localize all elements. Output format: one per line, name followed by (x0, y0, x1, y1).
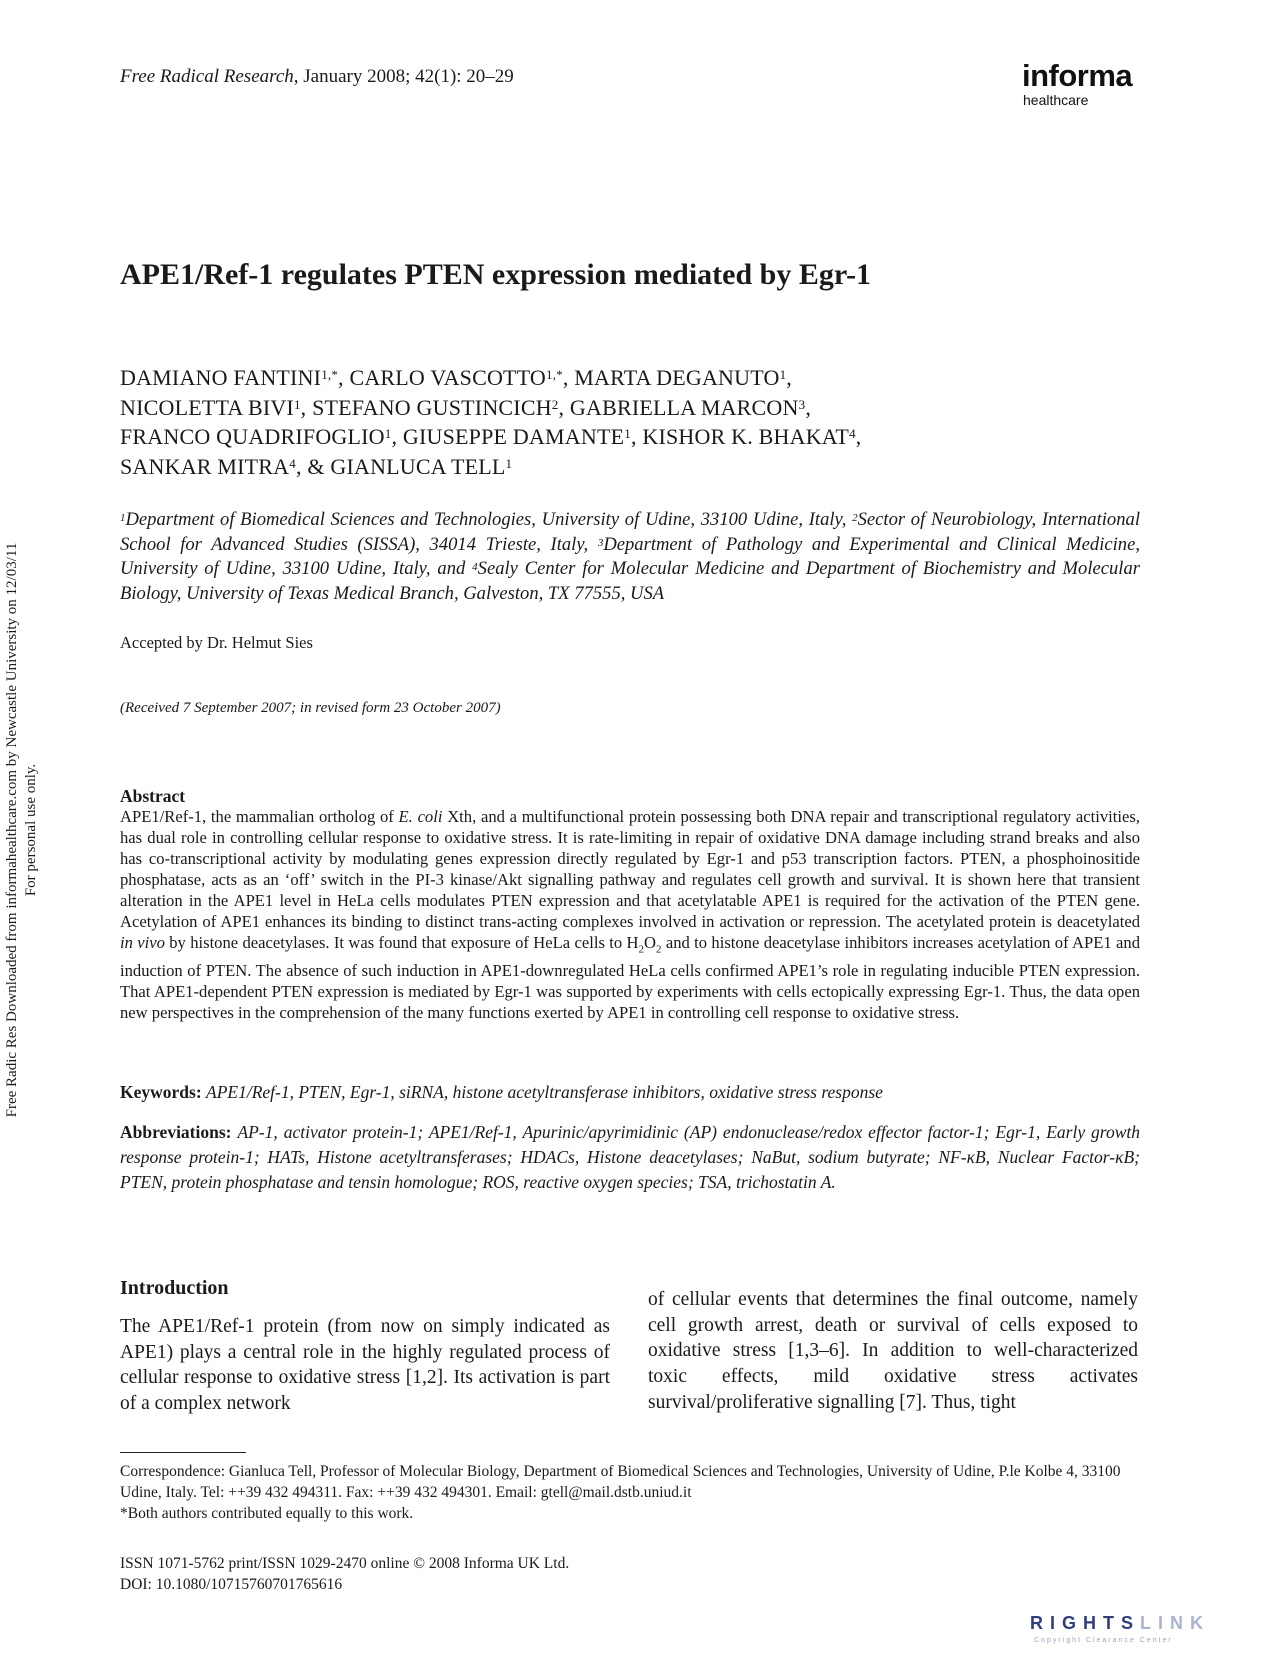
abstract-segment: and to histone deacetylase inhibitors increases acetylation of APE1 and induction of PTEN. The absence of such induction in APE1-downregulated HeLa cells confirmed APE1’s role in regulating inducible PTEN expression. That APE1-dependent PTEN expression is mediated by Egr-1 was supported by experiments with cells ectopically expressing Egr-1. Thus, the data open new perspectives in the comprehension of the many functions exerted by APE1 in controlling cell response to oxidative stress. (120, 933, 1140, 1023)
author-affiliation-mark: 1 (505, 455, 513, 471)
author-affiliation-mark: 4 (849, 426, 856, 441)
correspondence-text: Correspondence: Gianluca Tell, Professor of Molecular Biology, Department of Biomedical Sciences and Technologies, University of Udine, P.le Kolbe 4, 33100 Udine, Italy. Tel: ++39 432 494311. Fax: ++39 432 494301. Email: gtell@mail.dstb.uniud.it (120, 1463, 1121, 1501)
affiliation-mark: 2 (852, 512, 858, 524)
subscript: 2 (638, 943, 644, 956)
author: KISHOR K. BHAKAT (642, 424, 850, 449)
author: MARTA DEGANUTO (574, 365, 780, 390)
abstract-segment: by histone deacetylases. It was found that exposure of HeLa cells to H (164, 933, 639, 952)
doi-line: DOI: 10.1080/10715760701765616 (120, 1576, 343, 1593)
abbreviations-label: Abbreviations: (120, 1122, 232, 1142)
author: GIANLUCA TELL (330, 453, 506, 479)
author-list: DAMIANO $FANTINI^{1,*}$, CARLO $VASCOTTO^{1,*}$, MARTA DEGANUTO$^1$, NICOLETTA BIVI$^1$, STEFANO GUSTINCICH$^2$, GABRIELLA MARCON$^3$, FRANCO QUADRIFOGLIO$^1$, GIUSEPPE DAMANTE$^1$, KISHOR K. BHAKAT$^4$, SANKAR MITRA$^4$, & GIANLUCA TELL$^1$ (120, 365, 862, 479)
affiliation: Sealy Center for Molecular Medicine and Department of Biochemistry and Molecular Biology, University of Texas Medical Branch, Galveston, TX 77555, USA (120, 558, 1140, 604)
abstract-heading: Abstract (120, 786, 186, 806)
download-note: Free Radic Res Downloaded from informahealthcare.com by Newcastle University on 12/03/11 (4, 542, 20, 1118)
footnote-divider (120, 1452, 246, 1453)
author-affiliation-mark: 1,* (546, 367, 563, 382)
author-affiliation-mark: 1 (384, 426, 392, 441)
journal-issue: , January 2008; 42(1): 20–29 (293, 66, 514, 87)
journal-citation (120, 66, 514, 88)
journal-name: Free Radical Research (120, 66, 294, 87)
abstract-italic: E. coli (398, 807, 443, 826)
author-affiliation-mark: 1 (624, 426, 631, 441)
author: CARLO VASCOTTO (349, 365, 547, 390)
logo-word: informa (1022, 58, 1133, 93)
rightslink-word-light: LINK (1140, 1613, 1211, 1633)
abstract-segment: APE1/Ref-1, the mammalian ortholog of (120, 807, 399, 826)
affiliations (120, 508, 1140, 606)
author: GIUSEPPE DAMANTE (402, 424, 625, 449)
publisher-logo (1022, 60, 1142, 108)
author: GABRIELLA MARCON (569, 394, 799, 420)
rightslink-word-dark: RIGHTS (1030, 1613, 1141, 1633)
author-affiliation-mark: 4 (289, 455, 296, 471)
abstract-italic: in vivo (120, 933, 165, 952)
author: STEFANO GUSTINCICH (312, 394, 552, 420)
abstract-text (120, 806, 1140, 1023)
affiliation: Department of Biomedical Sciences and Technologies, University of Udine, 33100 Udine, Italy, (125, 509, 853, 530)
author-affiliation-mark: 2 (551, 396, 559, 412)
abbreviations (120, 1120, 1140, 1195)
affiliation-mark: 1 (120, 512, 126, 524)
author-affiliation-mark: 1 (779, 367, 787, 382)
affiliation-mark: 4 (472, 561, 478, 573)
correspondence-footnote (120, 1461, 1140, 1524)
author-affiliation-mark: 3 (798, 396, 806, 412)
affiliation-mark: 3 (597, 536, 604, 549)
keywords-text: APE1/Ref-1, PTEN, Egr-1, siRNA, histone acetyltransferase inhibitors, oxidative stress response (206, 1082, 883, 1102)
author: NICOLETTA BIVI (120, 394, 294, 420)
author-affiliation-mark: 1,* (321, 367, 339, 382)
logo-subword: healthcare (1023, 92, 1089, 108)
rightslink-logo[interactable] (1030, 1613, 1210, 1634)
introduction-right-column: of cellular events that determines the final outcome, namely cell growth arrest, death or survival of cells exposed to oxidative stress [1,3–6]. In addition to well-characterized toxic effects, mild oxidative stress activates survival/proliferative signalling [7]. Thus, tight (648, 1289, 1138, 1413)
introduction-left-column: The APE1/Ref-1 protein (from now on simply indicated as APE1) plays a central role in the highly regulated process of cellular response to oxidative stress [1,2]. Its activation is part of a complex network (120, 1316, 610, 1415)
keywords-label: Keywords: (120, 1082, 202, 1102)
received-dates: (Received 7 September 2007; in revised form 23 October 2007) (120, 700, 501, 716)
author: FRANCO QUADRIFOGLIO (120, 424, 385, 449)
affiliation: Sector of Neurobiology, International School for Advanced Studies (SISSA), 34014 Trieste, Italy, (120, 509, 1140, 555)
abstract-segment: Xth, and a multifunctional protein possessing both DNA repair and transcriptional regulatory activities, has dual role in controlling cellular response to oxidative stress. It is rate-limiting in repair of oxidative DNA damage including strand breaks and also has co-transcriptional activity by modulating genes expression directly regulated by Egr-1 and p53 transcription factors. PTEN, a phosphoinositide phosphatase, acts as an ‘off’ switch in the PI-3 kinase/Akt signalling pathway and regulates cell growth and survival. It is shown here that transient alteration in the APE1 level in HeLa cells modulates PTEN expression and that acetylatable APE1 is required for the activation of the PTEN gene. Acetylation of APE1 enhances its binding to distinct trans-acting complexes involved in activation or repression. The acetylated protein is deacetylated (120, 807, 1140, 931)
issn-doi (120, 1553, 569, 1595)
introduction-heading: Introduction (120, 1277, 229, 1299)
article-title: APE1/Ref-1 regulates PTEN expression mediated by Egr-1 (120, 258, 872, 291)
accepted-by: Accepted by Dr. Helmut Sies (120, 633, 313, 652)
author-affiliation-mark: 1 (293, 396, 301, 412)
equal-contribution-note: *Both authors contributed equally to this work. (120, 1505, 414, 1522)
abstract-segment: O (644, 933, 656, 952)
subscript: 2 (655, 943, 662, 956)
download-watermark (3, 500, 41, 1160)
personal-use-note: For personal use only. (23, 763, 39, 897)
keywords (120, 1082, 1140, 1103)
author: SANKAR MITRA (120, 453, 290, 479)
issn-line: ISSN 1071-5762 print/ISSN 1029-2470 online © 2008 Informa UK Ltd. (120, 1555, 570, 1572)
affiliation: Department of Pathology and Experimental and Clinical Medicine, University of Udine, 33100 Udine, Italy, and (120, 533, 1140, 579)
abbreviations-text: AP-1, activator protein-1; APE1/Ref-1, Apurinic/apyrimidinic (AP) endonuclease/redox effector factor-1; Egr-1, Early growth response protein-1; HATs, Histone acetyltransferases; HDACs, Histone deacetylases; NaBut, sodium butyrate; NF-κB, Nuclear Factor-κB; PTEN, protein phosphatase and tensin homologue; ROS, reactive oxygen species; TSA, trichostatin A. (120, 1122, 1141, 1192)
author: DAMIANO FANTINI (120, 365, 322, 390)
rightslink-tagline: Copyright Clearance Center (1034, 1637, 1173, 1644)
